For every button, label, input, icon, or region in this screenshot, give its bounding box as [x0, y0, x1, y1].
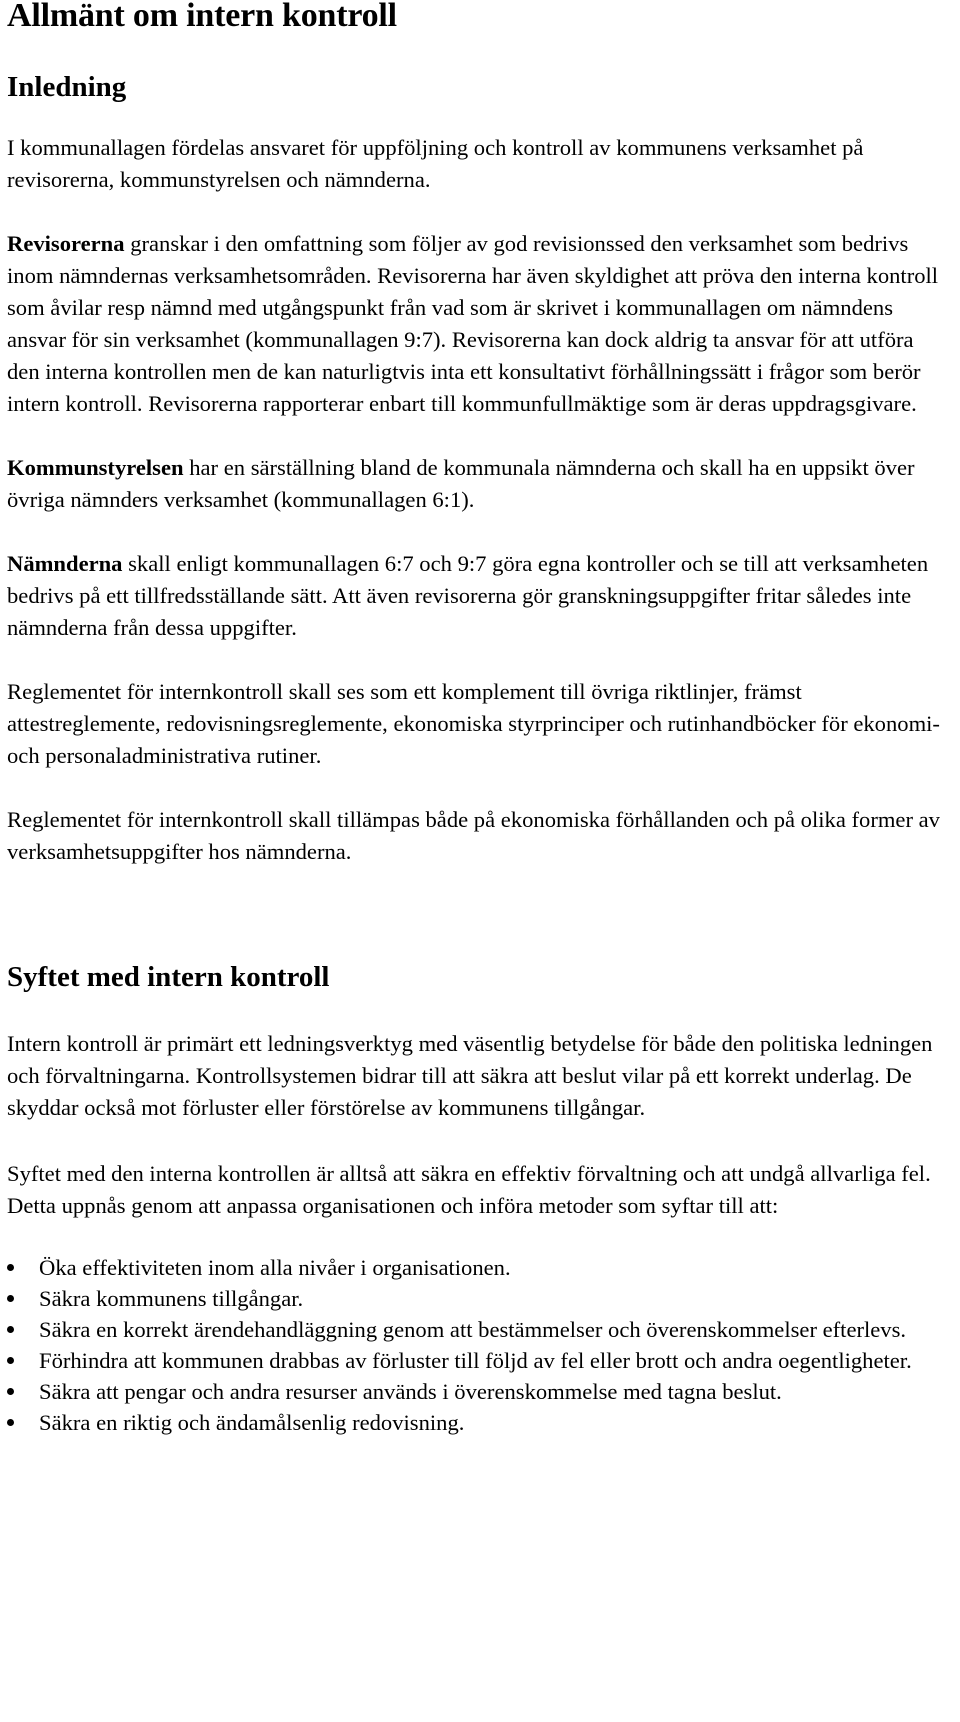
bullet-icon — [7, 1419, 14, 1426]
paragraph-intro: I kommunallagen fördelas ansvaret för uppföljning och kontroll av kommunens verksamhet på revisorerna, kommunstyrelsen och nämnderna. — [7, 135, 864, 192]
list-item: Säkra en korrekt ärendehandläggning genom att bestämmelser och överenskommelser efterlevs. — [7, 1314, 947, 1345]
term-revisorerna: Revisorerna — [7, 231, 125, 256]
bullet-icon — [7, 1264, 14, 1271]
paragraph-kommunstyrelsen-text: har en särställning bland de kommunala nämnderna och skall ha en uppsikt över övriga nämnders verksamhet (kommunallagen 6:1). — [7, 455, 915, 512]
paragraph-reglementet-komplement: Reglementet för internkontroll skall ses som ett komplement till övriga riktlinjer, främst attestreglemente, redovisningsreglemente, ekonomiska styrprinciper och rutinhandböcker för ekonomi- och personaladministrativa rutiner. — [7, 679, 940, 768]
list-item: Förhindra att kommunen drabbas av förluster till följd av fel eller brott och andra oegentligheter. — [7, 1345, 947, 1376]
section-heading-syftet: Syftet med intern kontroll — [7, 961, 330, 993]
list-item: Öka effektiviteten inom alla nivåer i organisationen. — [7, 1252, 947, 1283]
section-heading-inledning: Inledning — [7, 71, 127, 103]
paragraph-namnderna — [7, 548, 947, 644]
paragraph-revisorerna-text: granskar i den omfattning som följer av god revisionssed den verksamhet som bedrivs inom nämndernas verksamhetsområden. Revisorerna har även skyldighet att pröva den interna kontroll som åvilar resp nämnd med utgångspunkt från vad som är skrivet i kommunallagen om nämndens ansvar för sin verksamhet (kommunallagen 9:7). Revisorerna kan dock aldrig ta ansvar för att utföra den interna kontrollen men de kan naturligtvis inta ett konsultativt förhållningssätt i frågor som berör intern kontroll. Revisorerna rapporterar enbart till kommunfullmäktige som är deras uppdragsgivare. — [7, 231, 939, 416]
list-item: Säkra att pengar och andra resurser används i överenskommelse med tagna beslut. — [7, 1376, 947, 1407]
document-page — [7, 0, 947, 1438]
paragraph-revisorerna — [7, 228, 947, 420]
paragraph-ledningsverktyg: Intern kontroll är primärt ett ledningsverktyg med väsentlig betydelse för både den politiska ledningen och förvaltningarna. Kontrollsystemen bidrar till att säkra att beslut vilar på ett korrekt underlag. De skyddar också mot förluster eller förstörelse av kommunens tillgångar. — [7, 1031, 933, 1120]
bullet-list — [7, 1252, 947, 1438]
term-namnderna: Nämnderna — [7, 551, 123, 576]
bullet-icon — [7, 1295, 14, 1302]
paragraph-namnderna-text: skall enligt kommunallagen 6:7 och 9:7 göra egna kontroller och se till att verksamheten bedrivs på ett tillfredsställande sätt. Att även revisorerna gör granskningsuppgifter fritar således inte nämnderna från dessa uppgifter. — [7, 551, 929, 640]
list-item: Säkra kommunens tillgångar. — [7, 1283, 947, 1314]
list-item: Säkra en riktig och ändamålsenlig redovisning. — [7, 1407, 947, 1438]
bullet-icon — [7, 1357, 14, 1364]
bullet-icon — [7, 1388, 14, 1395]
paragraph-syftet: Syftet med den interna kontrollen är alltså att säkra en effektiv förvaltning och att undgå allvarliga fel. Detta uppnås genom att anpassa organisationen och införa metoder som syftar till att: — [7, 1161, 931, 1218]
document-title: Allmänt om intern kontroll — [7, 0, 397, 34]
term-kommunstyrelsen: Kommunstyrelsen — [7, 455, 184, 480]
paragraph-reglementet-tillampning: Reglementet för internkontroll skall tillämpas både på ekonomiska förhållanden och på olika former av verksamhetsuppgifter hos nämnderna. — [7, 807, 940, 864]
paragraph-kommunstyrelsen — [7, 452, 947, 516]
bullet-icon — [7, 1326, 14, 1333]
